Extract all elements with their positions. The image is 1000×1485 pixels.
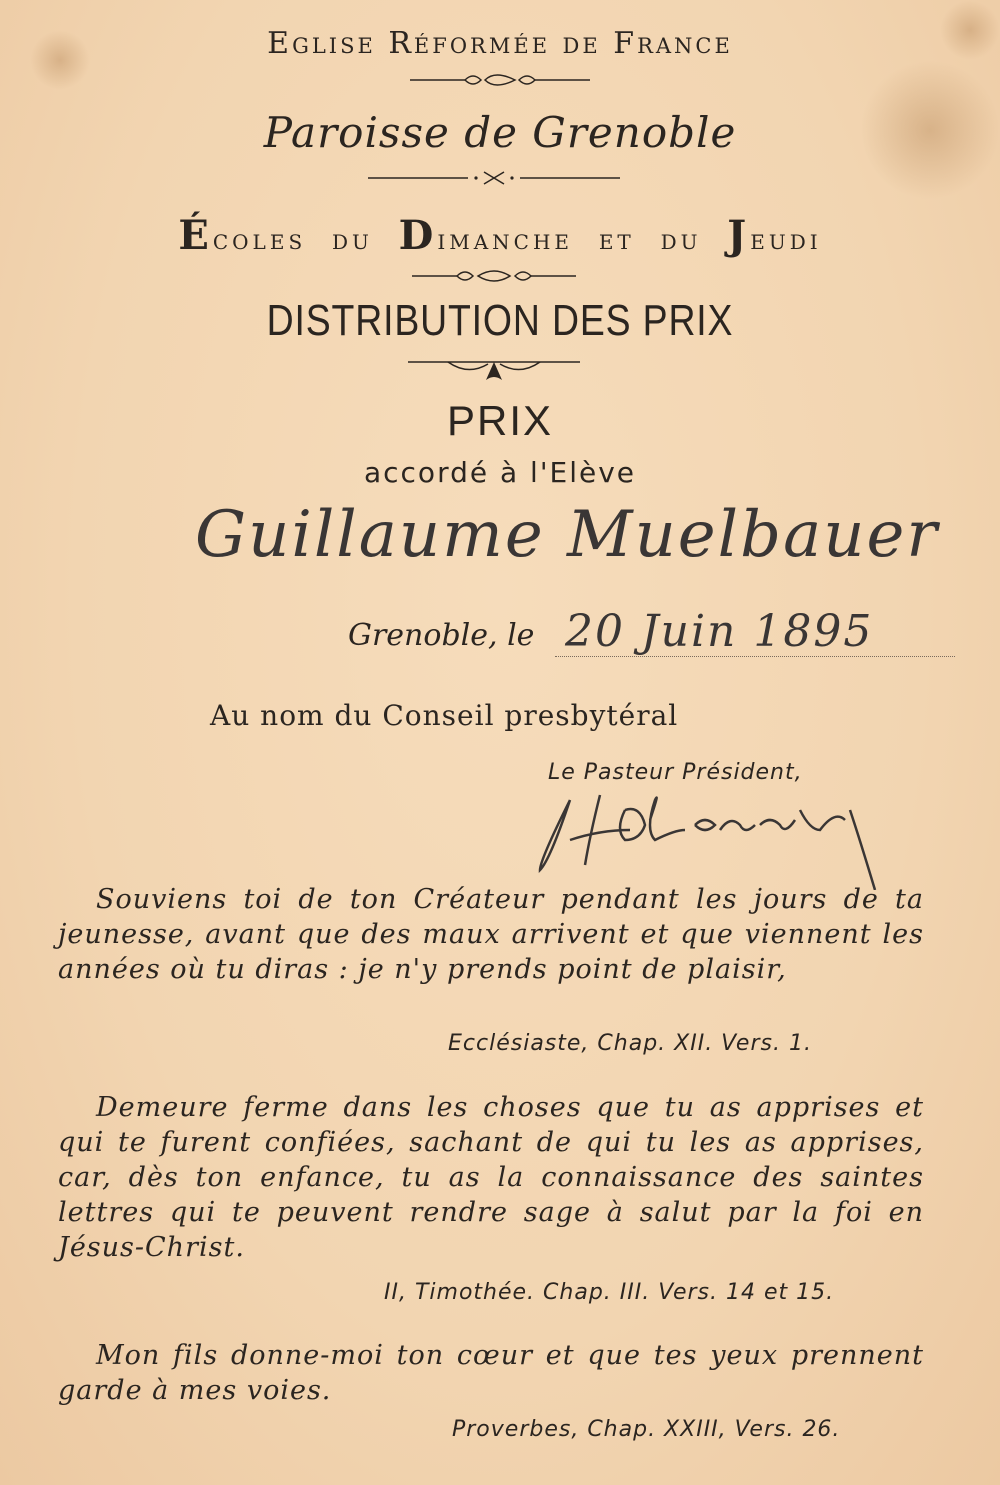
decorative-initial: D (398, 212, 438, 259)
parish-name: Paroisse de Grenoble (263, 108, 737, 157)
student-name-handwritten: Guillaume Muelbauer (195, 498, 939, 572)
prix-heading: PRIX (446, 397, 554, 444)
schools-line (0, 212, 1000, 259)
verse-text: Demeure ferme dans les choses que tu as apprises et qui te furent confiées, sachant de qui tu les as apprises, car, dès ton enfance, tu as la connaissance des saintes lettres qui te peuvent rendre sage à salut par la foi en Jésus-Christ. (58, 1092, 924, 1263)
date-label: Grenoble, le (348, 618, 535, 653)
verse-text: Souviens toi de ton Créateur pendant les jours de ta jeunesse, avant que des maux arrivent et que viennent les années où tu diras : je n'y prends point de plaisir, (58, 884, 924, 985)
ornament-divider (410, 70, 590, 90)
ornament-divider (412, 266, 576, 286)
decorative-initial: J (727, 212, 751, 259)
council-line: Au nom du Conseil presbytéral (210, 699, 679, 732)
distribution-title: DISTRIBUTION DES PRIX (266, 296, 734, 345)
ornament-divider (368, 168, 620, 188)
verse-reference: Ecclésiaste, Chap. XII. Vers. 1. (448, 1031, 812, 1056)
verse-text: Mon fils donne-moi ton cœur et que tes yeux prennent garde à mes voies. (58, 1340, 924, 1406)
verse-reference: II, Timothée. Chap. III. Vers. 14 et 15. (384, 1280, 835, 1305)
word: du (331, 223, 373, 256)
word: eudi (750, 223, 822, 256)
church-name: Eglise Réformée de France (267, 26, 733, 61)
word: et (598, 223, 635, 256)
date-handwritten: 20 Juin 1895 (565, 606, 874, 657)
decorative-initial: É (178, 212, 213, 259)
dotted-line (555, 656, 955, 657)
word: du (660, 223, 702, 256)
awarded-to-label: accordé à l'Elève (363, 456, 637, 489)
pastor-title: Le Pasteur Président, (548, 760, 803, 785)
pastor-signature (530, 780, 880, 890)
verse-reference: Proverbes, Chap. XXIII, Vers. 26. (452, 1417, 841, 1442)
ornament-divider (408, 352, 580, 386)
word: imanche (437, 223, 574, 256)
word: coles (212, 223, 307, 256)
